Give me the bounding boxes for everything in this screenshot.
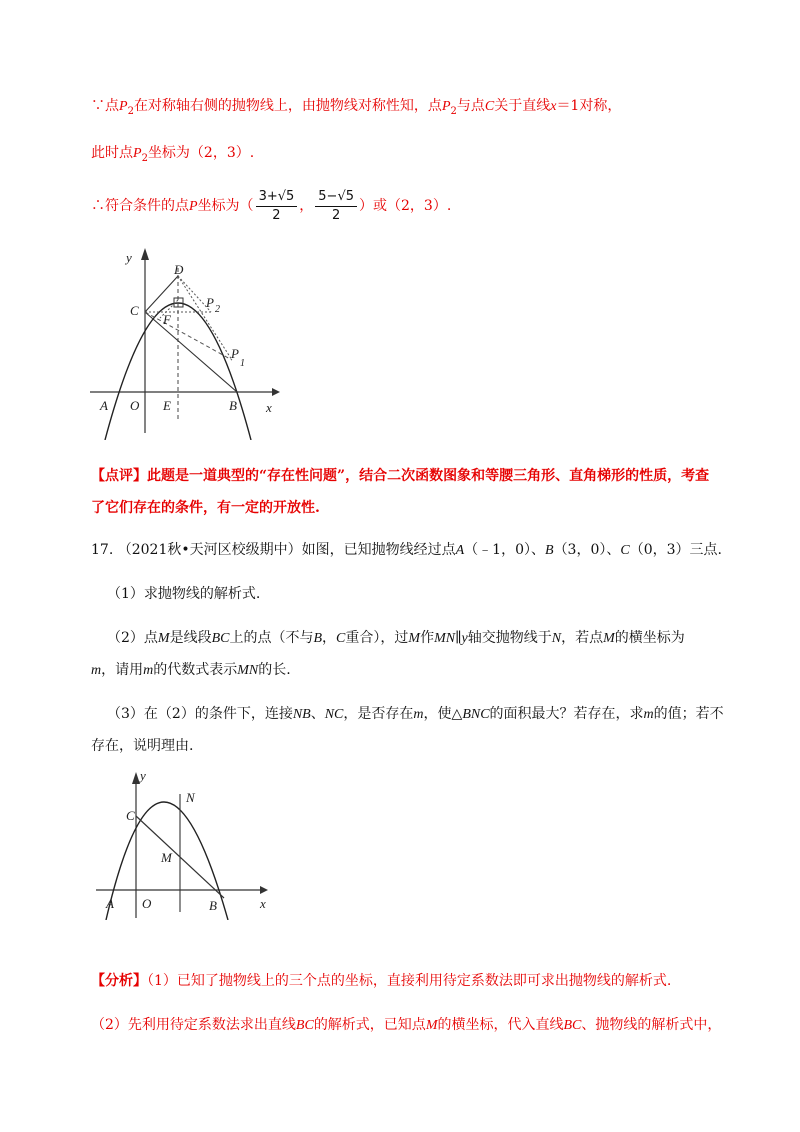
point-b: B	[545, 543, 554, 558]
analysis-line-1	[91, 971, 671, 991]
text: 关于直线	[494, 98, 551, 114]
label-p2-sub: 2	[215, 304, 220, 315]
label-b: B	[229, 398, 237, 413]
text: （1）已知了抛物线上的三个点的坐标，直接利用待定系数法即可求出抛物线的解析式.	[147, 973, 672, 989]
subscript: 2	[127, 106, 134, 117]
parabola	[105, 303, 251, 440]
text: 作	[420, 630, 435, 646]
x-axis-arrow	[260, 886, 268, 894]
var-m: m	[91, 663, 102, 678]
text: 上的点（不与	[229, 630, 314, 646]
analysis-tag: 【分析】	[91, 973, 147, 989]
segment-bc: BC	[563, 1018, 582, 1033]
label-f: F	[163, 312, 171, 327]
comment-line-2	[91, 498, 320, 518]
label-o: O	[130, 398, 140, 413]
label-o: O	[142, 896, 152, 911]
text: （﹣1，0）、	[464, 542, 545, 558]
label-p1-sub: 1	[240, 358, 245, 369]
text: （2）点	[107, 630, 158, 646]
label-n: N	[186, 790, 195, 805]
question-3-line-1	[107, 704, 724, 725]
segment-mn: MN	[237, 663, 259, 678]
point-m: M	[603, 631, 615, 646]
label-a: A	[100, 398, 108, 413]
numerator: 5−√5	[315, 188, 357, 207]
point-a: A	[455, 543, 465, 558]
segment-nb: NB	[292, 707, 311, 722]
label-c: C	[130, 303, 139, 318]
text: 的值；若不	[653, 706, 724, 722]
var-m: m	[643, 707, 654, 722]
problem-number: 17.	[91, 542, 114, 558]
label-x: x	[266, 400, 272, 415]
text: 是线段	[169, 630, 212, 646]
point-p2: P	[133, 146, 142, 161]
point-c: C	[484, 99, 495, 114]
fraction-2	[315, 188, 357, 225]
denominator: 2	[332, 207, 341, 223]
numerator: 3+√5	[256, 188, 298, 207]
text: （1）求抛物线的解析式.	[107, 586, 261, 602]
label-b: B	[209, 898, 217, 913]
denominator: 2	[272, 207, 281, 223]
subscript: 2	[141, 153, 148, 164]
segment-mn: MN	[434, 631, 456, 646]
text: 的长.	[258, 662, 291, 678]
text: 重合），过	[345, 630, 409, 646]
comment-tag: 【点评】	[91, 468, 147, 484]
point-p2: P	[441, 99, 451, 114]
text: ∵点	[91, 98, 119, 114]
question-2-line-2	[91, 660, 291, 681]
comment-text: 此题是一道典型的“存在性问题”，结合二次函数图象和等腰三角形、直角梯形的性质，考查	[147, 468, 710, 484]
point-p: P	[189, 199, 198, 214]
label-x: x	[260, 896, 266, 911]
point-b: B	[313, 631, 323, 646]
label-p2: P	[206, 295, 214, 310]
segment-cp1	[145, 312, 232, 360]
text: ，使△	[423, 706, 463, 722]
text: ∥	[455, 630, 462, 646]
text: ，	[322, 630, 337, 646]
text: 的解析式，已知点	[313, 1017, 426, 1033]
point-m: M	[157, 631, 170, 646]
solution-line-p2	[91, 96, 621, 118]
text: （0，3）三点.	[629, 542, 722, 558]
fraction-1	[256, 188, 298, 225]
point-c: C	[620, 543, 630, 558]
segment-cb	[145, 312, 237, 392]
subscript: 2	[450, 106, 457, 117]
comment-line-1	[91, 466, 709, 486]
figure-2-parabola-diagram	[96, 770, 276, 920]
text: 坐标为（	[197, 198, 254, 214]
text: 的代数式表示	[153, 662, 238, 678]
point-n: N	[551, 631, 562, 646]
triangle-bnc: BNC	[462, 707, 490, 722]
text: ＝1对称，	[556, 98, 622, 114]
solution-line-conclusion	[91, 186, 451, 227]
point-m: M	[425, 1018, 438, 1033]
label-d: D	[174, 262, 184, 277]
text: 坐标为（2，3）.	[147, 145, 255, 161]
label-c: C	[126, 808, 135, 823]
analysis-line-2	[91, 1015, 721, 1036]
question-1	[107, 584, 260, 604]
text: （2021秋•天河区校级期中）如图，已知抛物线经过点	[117, 542, 456, 558]
segment-cd	[145, 276, 178, 312]
text: 此时点	[91, 145, 133, 161]
y-axis-arrow	[141, 248, 149, 260]
solution-line-coord	[91, 143, 254, 165]
text: 、抛物线的解析式中，	[581, 1017, 722, 1033]
label-y: y	[140, 770, 146, 783]
text: （3）在（2）的条件下，连接	[107, 706, 293, 722]
text: ，	[299, 198, 314, 214]
var-x: x	[550, 99, 557, 114]
problem-17-stem	[91, 540, 722, 561]
comment-text: 了它们存在的条件，有一定的开放性.	[91, 500, 320, 516]
text: （3，0）、	[553, 542, 621, 558]
label-p1: P	[231, 346, 239, 361]
text: 轴交抛物线于	[467, 630, 552, 646]
text: ，请用	[101, 662, 144, 678]
text: ，是否存在	[343, 706, 414, 722]
label-y: y	[126, 250, 132, 265]
text: 、	[310, 706, 325, 722]
var-m: m	[143, 663, 154, 678]
text: 的横坐标为	[614, 630, 685, 646]
text: 存在，说明理由.	[91, 738, 194, 754]
point-c: C	[336, 631, 346, 646]
x-axis-arrow	[272, 388, 280, 396]
point-p2: P	[119, 99, 128, 114]
question-3-line-2	[91, 736, 193, 756]
segment-bc: BC	[211, 631, 230, 646]
text: 的面积最大？若存在，求	[489, 706, 644, 722]
question-2-line-1	[107, 628, 685, 649]
text: （2）先利用待定系数法求出直线	[91, 1017, 296, 1033]
label-m: M	[161, 850, 172, 865]
text: 与点	[456, 98, 485, 114]
segment-bc: BC	[295, 1018, 314, 1033]
label-e: E	[163, 398, 171, 413]
point-m: M	[408, 631, 421, 646]
text: ∴符合条件的点	[91, 198, 189, 214]
var-m: m	[413, 707, 424, 722]
figure-1-parabola-diagram	[90, 240, 290, 440]
text: 的横坐标，代入直线	[437, 1017, 564, 1033]
segment-nc: NC	[324, 707, 344, 722]
label-a: A	[106, 896, 114, 911]
text: ，若点	[561, 630, 604, 646]
text: ）或（2，3）.	[359, 198, 452, 214]
var-y: y	[461, 631, 468, 646]
y-axis-arrow	[132, 772, 140, 784]
text: 在对称轴右侧的抛物线上，由抛物线对称性知，点	[133, 98, 442, 114]
